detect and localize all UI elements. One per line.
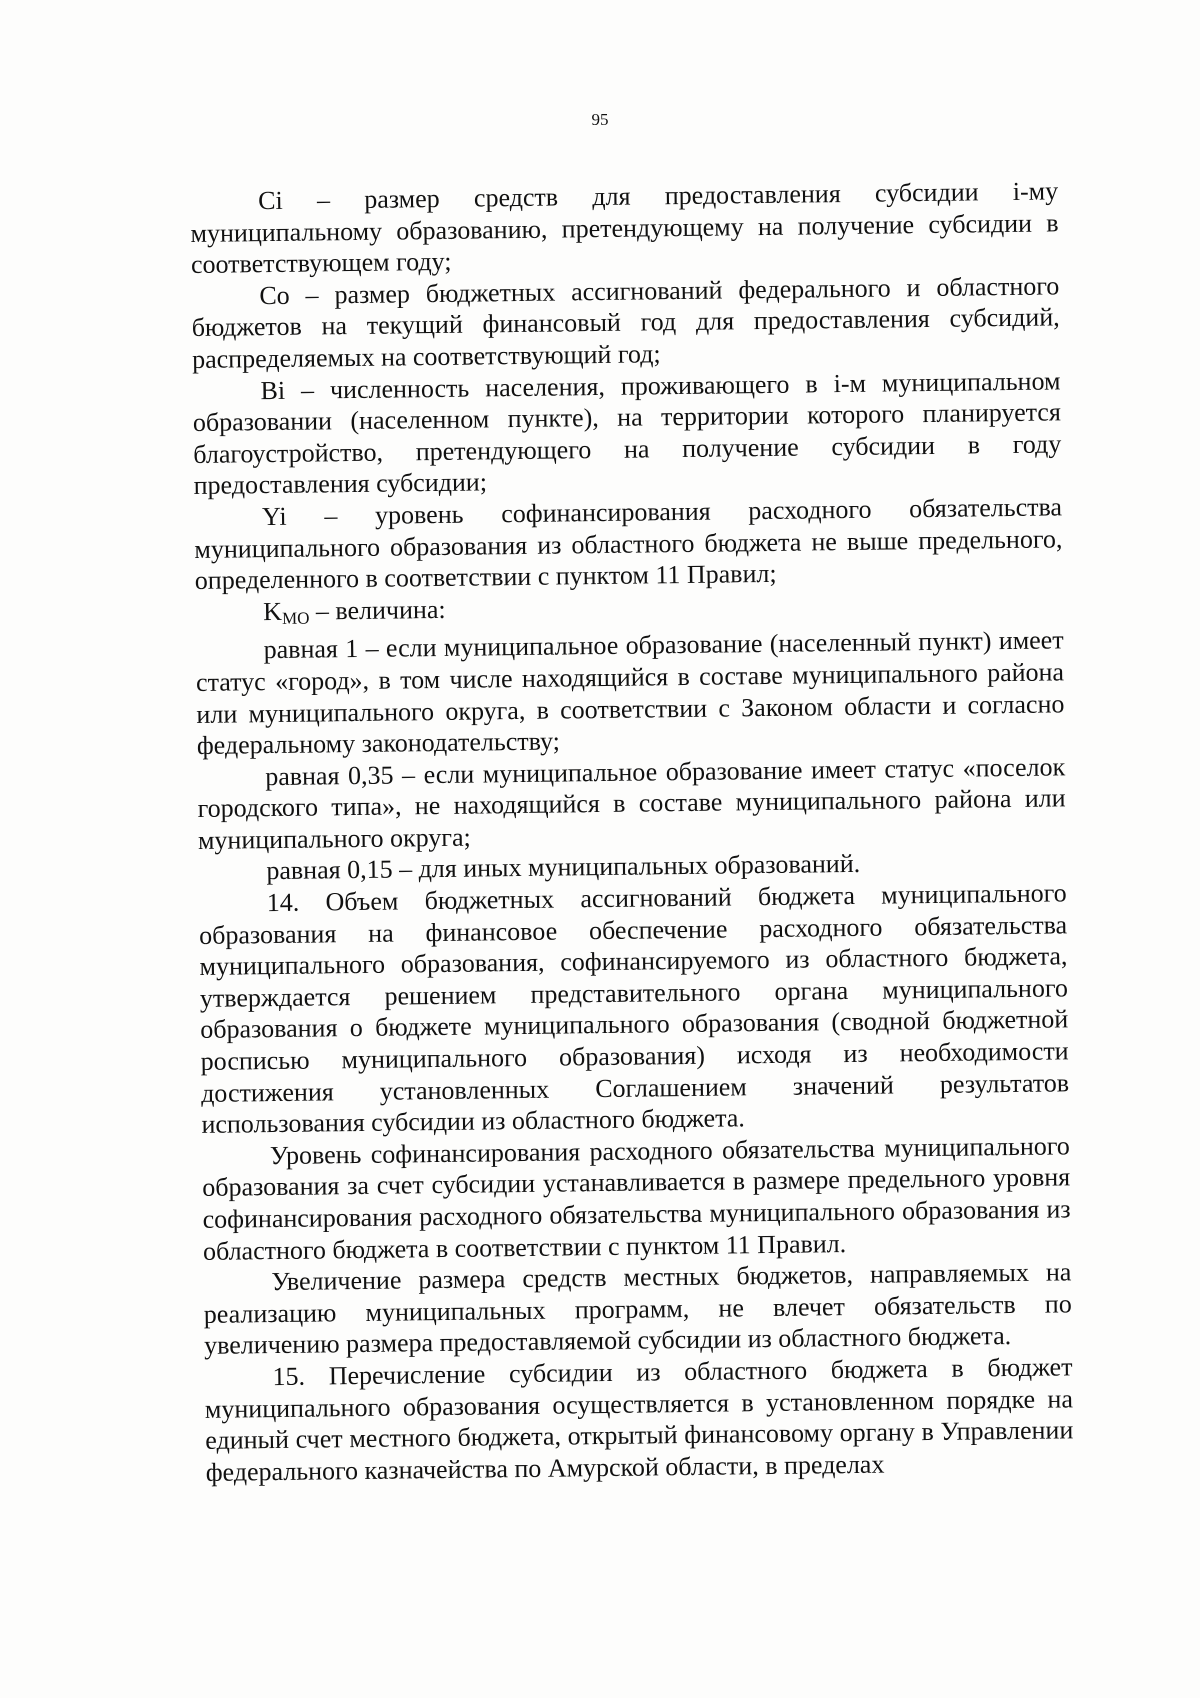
clause-15: 15. Перечисление субсидии из областного бюджета в бюджет муниципального образования осуществляется в установленном порядке на единый счет местного бюджета, открытый финансовому органу в Управлении федерального казначейства по Амурской области, в пределах — [204, 1352, 1074, 1487]
kmo-value-1: равная 1 – если муниципальное образование (населенный пункт) имеет статус «город», в том числе находящийся в составе муниципального района или муниципального округа, в соответствии с Законом области и согласно федеральному законодательству; — [195, 625, 1065, 761]
kmo-symbol: K — [263, 596, 283, 626]
cofinancing-level-paragraph: Уровень софинансирования расходного обязательства муниципального образования за счет субсидии устанавливается в размере предельного уровня софинансирования расходного обязательства муниципального образования из областного бюджета в соответствии с пунктом 11 Правил. — [202, 1131, 1071, 1266]
document-body — [190, 175, 1074, 1488]
kmo-subscript: МО — [281, 608, 310, 628]
kmo-value-015: равная 0,15 – для иных муниципальных образований. — [266, 849, 861, 886]
definition-yi: Yi – уровень софинансирования расходного обязательства муниципального образования из областного бюджета не выше предельного, определенного в соответствии с пунктом 11 Правил; — [194, 492, 1063, 596]
kmo-text: – величина: — [309, 594, 446, 626]
kmo-value-035: равная 0,35 – если муниципальное образование имеет статус «поселок городского типа», не находящийся в составе муниципального района или муниципального округа; — [197, 752, 1066, 855]
clause-14: 14. Объем бюджетных ассигнований бюджета муниципального образования на финансовое обеспечение расходного обязательства муниципального образования, софинансируемого из областного бюджета, утверждается решением представительного органа муниципального образования о бюджете муниципального образования (сводной бюджетной росписью муниципального образования) исходя из необходимости достижения установленных Соглашением значений результатов использования субсидии из областного бюджета. — [198, 878, 1070, 1140]
definition-bi: Bi – численность населения, проживающего в i-м муниципальном образовании (населенном пункте), на территории которого планируется благоустройство, претендующего на получение субсидии в году предоставления субсидии; — [192, 365, 1062, 501]
definition-ci: Ci – размер средств для предоставления субсидии i-му муниципальному образованию, претендующему на получение субсидии в соответствующем году; — [190, 176, 1059, 280]
page-number: 95 — [591, 110, 609, 129]
definition-co: Co – размер бюджетных ассигнований федерального и областного бюджетов на текущий финансовый год для предоставления субсидий, распределяемых на соответствующий год; — [191, 271, 1060, 374]
budget-increase-paragraph: Увеличение размера средств местных бюджетов, направляемых на реализацию муниципальных программ, не влечет обязательств по увеличению размера предоставляемой субсидии из областного бюджета. — [203, 1257, 1072, 1361]
